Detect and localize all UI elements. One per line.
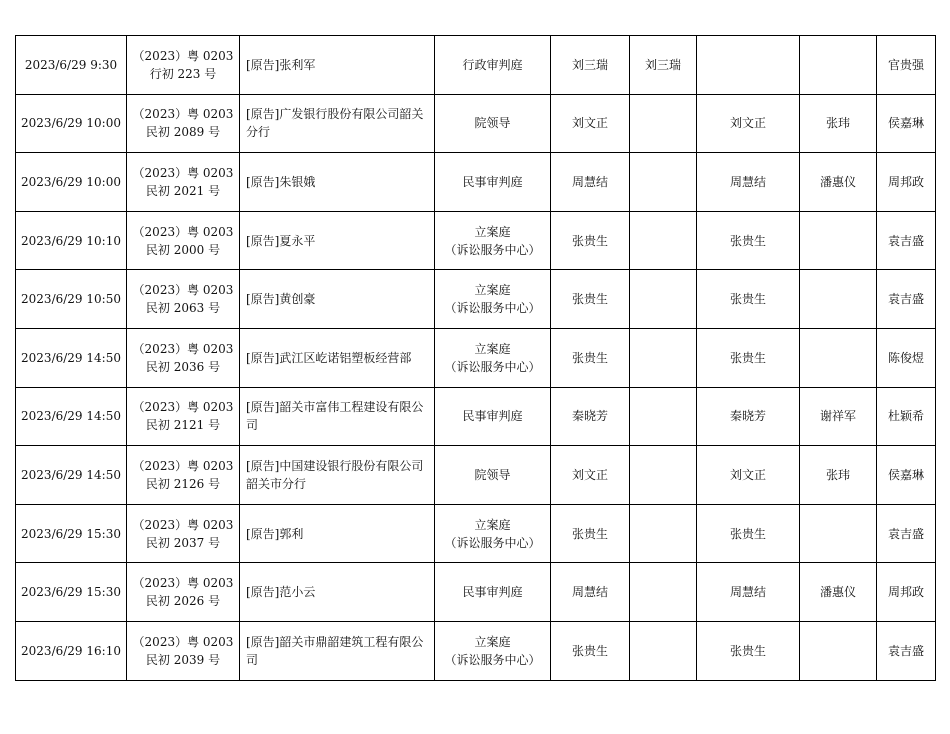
- tribunal-text: 行政审判庭: [462, 57, 523, 72]
- presiding-judge-text: 张贵生: [571, 233, 608, 248]
- clerk-cell: [877, 446, 936, 505]
- undertaking-judge-cell: [697, 563, 800, 622]
- undertaking-judge-cell: [697, 94, 800, 153]
- undertaking-judge-cell: [697, 211, 800, 270]
- hearing-time-cell: [16, 153, 127, 212]
- assistant-cell: [800, 270, 877, 329]
- assistant-text: 张玮: [825, 116, 850, 131]
- case-number-cell: [127, 94, 240, 153]
- party-text: [原告]中国建设银行股份有限公司韶关市分行: [246, 458, 424, 491]
- undertaking-judge-cell: [697, 387, 800, 446]
- party-text: [原告]朱银娥: [246, 174, 316, 189]
- tribunal-cell: [435, 563, 551, 622]
- clerk-cell: [877, 153, 936, 212]
- judge-cell: [630, 211, 697, 270]
- case-number-text: 行初 223 号: [149, 66, 217, 81]
- hearing-time-text: 2023/6/29 10:00: [21, 174, 121, 189]
- case-number-text: 民初 2039 号: [145, 652, 221, 667]
- presiding-judge-cell: [551, 211, 630, 270]
- party-text: [原告]范小云: [246, 585, 316, 600]
- case-number-cell: [127, 211, 240, 270]
- party-cell: [240, 504, 435, 563]
- presiding-judge-text: 张贵生: [571, 526, 608, 541]
- clerk-cell: [877, 270, 936, 329]
- party-cell: [240, 446, 435, 505]
- case-number-text: （2023）粤 0203: [132, 458, 234, 473]
- clerk-cell: [877, 621, 936, 680]
- undertaking-judge-text: 秦晓芳: [729, 409, 766, 424]
- party-text: [原告]韶关市鼎韶建筑工程有限公司: [246, 634, 424, 667]
- party-text: [原告]广发银行股份有限公司韶关分行: [246, 107, 424, 140]
- assistant-text: 谢祥军: [819, 409, 856, 424]
- presiding-judge-cell: [551, 563, 630, 622]
- case-number-text: 民初 2000 号: [145, 242, 221, 257]
- case-number-cell: [127, 36, 240, 95]
- presiding-judge-text: 刘文正: [571, 467, 608, 482]
- judge-cell: [630, 563, 697, 622]
- assistant-cell: [800, 504, 877, 563]
- table-row: [16, 328, 936, 387]
- case-number-text: 民初 2126 号: [145, 476, 221, 491]
- undertaking-judge-text: 张贵生: [729, 292, 766, 307]
- case-number-text: （2023）粤 0203: [132, 341, 234, 356]
- tribunal-text: 立案庭: [474, 224, 511, 239]
- tribunal-text: 立案庭: [474, 283, 511, 298]
- presiding-judge-text: 周慧结: [571, 585, 608, 600]
- party-text: [原告]张利军: [246, 57, 316, 72]
- tribunal-text: （诉讼服务中心）: [444, 535, 541, 550]
- tribunal-text: （诉讼服务中心）: [444, 652, 541, 667]
- table-row: [16, 211, 936, 270]
- assistant-cell: [800, 211, 877, 270]
- tribunal-cell: [435, 36, 551, 95]
- party-cell: [240, 36, 435, 95]
- judge-cell: [630, 36, 697, 95]
- hearing-time-cell: [16, 504, 127, 563]
- clerk-text: 袁吉盛: [887, 233, 924, 248]
- table-row: [16, 153, 936, 212]
- case-number-text: （2023）粤 0203: [132, 517, 234, 532]
- tribunal-cell: [435, 387, 551, 446]
- assistant-cell: [800, 94, 877, 153]
- table-row: [16, 36, 936, 95]
- clerk-text: 杜颖希: [887, 409, 924, 424]
- undertaking-judge-text: 张贵生: [729, 526, 766, 541]
- table-row: [16, 446, 936, 505]
- case-number-cell: [127, 563, 240, 622]
- undertaking-judge-cell: [697, 446, 800, 505]
- case-number-text: （2023）粤 0203: [132, 634, 234, 649]
- presiding-judge-cell: [551, 270, 630, 329]
- case-number-text: 民初 2026 号: [145, 594, 221, 609]
- assistant-cell: [800, 36, 877, 95]
- hearing-time-text: 2023/6/29 15:30: [21, 585, 121, 600]
- party-cell: [240, 387, 435, 446]
- table-row: [16, 621, 936, 680]
- undertaking-judge-cell: [697, 504, 800, 563]
- assistant-cell: [800, 563, 877, 622]
- party-cell: [240, 94, 435, 153]
- presiding-judge-text: 秦晓芳: [571, 409, 608, 424]
- clerk-cell: [877, 504, 936, 563]
- tribunal-cell: [435, 153, 551, 212]
- assistant-text: 张玮: [825, 467, 850, 482]
- clerk-text: 袁吉盛: [887, 292, 924, 307]
- tribunal-cell: [435, 446, 551, 505]
- hearing-time-text: 2023/6/29 10:50: [21, 292, 121, 307]
- assistant-cell: [800, 328, 877, 387]
- tribunal-cell: [435, 94, 551, 153]
- judge-text: 刘三瑞: [644, 57, 681, 72]
- case-number-text: （2023）粤 0203: [132, 283, 234, 298]
- judge-cell: [630, 328, 697, 387]
- judge-cell: [630, 621, 697, 680]
- presiding-judge-cell: [551, 621, 630, 680]
- hearing-time-cell: [16, 621, 127, 680]
- tribunal-text: （诉讼服务中心）: [444, 359, 541, 374]
- judge-cell: [630, 504, 697, 563]
- undertaking-judge-cell: [697, 36, 800, 95]
- case-number-cell: [127, 446, 240, 505]
- tribunal-text: （诉讼服务中心）: [444, 301, 541, 316]
- undertaking-judge-text: 刘文正: [729, 116, 766, 131]
- hearing-time-text: 2023/6/29 10:10: [21, 233, 121, 248]
- case-number-cell: [127, 328, 240, 387]
- party-text: [原告]郭利: [246, 526, 304, 541]
- hearing-time-text: 2023/6/29 14:50: [21, 350, 121, 365]
- undertaking-judge-cell: [697, 153, 800, 212]
- table-body: [16, 36, 936, 681]
- hearing-time-cell: [16, 270, 127, 329]
- judge-cell: [630, 153, 697, 212]
- hearing-time-cell: [16, 328, 127, 387]
- table-row: [16, 387, 936, 446]
- clerk-cell: [877, 387, 936, 446]
- hearing-time-text: 2023/6/29 10:00: [21, 116, 121, 131]
- clerk-text: 官贵强: [887, 57, 924, 72]
- case-number-text: 民初 2089 号: [145, 125, 221, 140]
- tribunal-text: 民事审判庭: [462, 174, 523, 189]
- undertaking-judge-cell: [697, 621, 800, 680]
- tribunal-cell: [435, 621, 551, 680]
- case-number-text: （2023）粤 0203: [132, 400, 234, 415]
- tribunal-cell: [435, 270, 551, 329]
- clerk-cell: [877, 94, 936, 153]
- case-number-cell: [127, 153, 240, 212]
- party-text: [原告]武江区屹诺铝塑板经营部: [246, 350, 412, 365]
- assistant-cell: [800, 621, 877, 680]
- party-text: [原告]黄创豪: [246, 292, 316, 307]
- hearing-time-cell: [16, 36, 127, 95]
- clerk-cell: [877, 36, 936, 95]
- table-row: [16, 504, 936, 563]
- hearing-time-text: 2023/6/29 15:30: [21, 526, 121, 541]
- hearing-time-text: 2023/6/29 14:50: [21, 467, 121, 482]
- tribunal-cell: [435, 211, 551, 270]
- undertaking-judge-text: 刘文正: [729, 467, 766, 482]
- assistant-cell: [800, 387, 877, 446]
- presiding-judge-cell: [551, 446, 630, 505]
- presiding-judge-text: 张贵生: [571, 643, 608, 658]
- tribunal-cell: [435, 328, 551, 387]
- hearing-time-cell: [16, 563, 127, 622]
- case-number-text: （2023）粤 0203: [132, 165, 234, 180]
- undertaking-judge-cell: [697, 328, 800, 387]
- presiding-judge-cell: [551, 328, 630, 387]
- case-number-cell: [127, 270, 240, 329]
- case-number-cell: [127, 621, 240, 680]
- case-number-text: （2023）粤 0203: [132, 107, 234, 122]
- hearing-time-text: 2023/6/29 14:50: [21, 409, 121, 424]
- tribunal-text: 立案庭: [474, 634, 511, 649]
- undertaking-judge-text: 周慧结: [729, 585, 766, 600]
- clerk-text: 侯嘉琳: [887, 116, 924, 131]
- table-row: [16, 563, 936, 622]
- hearing-time-cell: [16, 94, 127, 153]
- case-number-text: （2023）粤 0203: [132, 48, 234, 63]
- undertaking-judge-text: 张贵生: [729, 643, 766, 658]
- presiding-judge-cell: [551, 387, 630, 446]
- party-cell: [240, 211, 435, 270]
- clerk-cell: [877, 328, 936, 387]
- assistant-cell: [800, 153, 877, 212]
- clerk-text: 侯嘉琳: [887, 467, 924, 482]
- table-row: [16, 94, 936, 153]
- case-number-text: （2023）粤 0203: [132, 224, 234, 239]
- party-cell: [240, 563, 435, 622]
- hearing-time-cell: [16, 446, 127, 505]
- presiding-judge-text: 刘文正: [571, 116, 608, 131]
- undertaking-judge-text: 周慧结: [729, 174, 766, 189]
- undertaking-judge-text: 张贵生: [729, 350, 766, 365]
- party-cell: [240, 328, 435, 387]
- party-cell: [240, 270, 435, 329]
- judge-cell: [630, 270, 697, 329]
- tribunal-text: （诉讼服务中心）: [444, 242, 541, 257]
- hearing-time-cell: [16, 387, 127, 446]
- case-number-text: 民初 2063 号: [145, 301, 221, 316]
- presiding-judge-text: 周慧结: [571, 174, 608, 189]
- table-row: [16, 270, 936, 329]
- presiding-judge-text: 张贵生: [571, 350, 608, 365]
- case-number-text: 民初 2036 号: [145, 359, 221, 374]
- case-number-cell: [127, 387, 240, 446]
- case-number-text: 民初 2037 号: [145, 535, 221, 550]
- clerk-text: 周邦政: [887, 585, 924, 600]
- hearing-time-text: 2023/6/29 9:30: [24, 57, 118, 72]
- party-cell: [240, 621, 435, 680]
- clerk-text: 陈俊煜: [887, 350, 924, 365]
- undertaking-judge-text: 张贵生: [729, 233, 766, 248]
- case-number-text: 民初 2021 号: [145, 183, 221, 198]
- clerk-cell: [877, 563, 936, 622]
- judge-cell: [630, 446, 697, 505]
- party-text: [原告]韶关市富伟工程建设有限公司: [246, 400, 424, 433]
- presiding-judge-cell: [551, 504, 630, 563]
- hearing-schedule-table: [15, 35, 936, 681]
- assistant-cell: [800, 446, 877, 505]
- clerk-text: 袁吉盛: [887, 526, 924, 541]
- hearing-time-text: 2023/6/29 16:10: [21, 643, 121, 658]
- case-number-text: 民初 2121 号: [145, 418, 221, 433]
- case-number-cell: [127, 504, 240, 563]
- presiding-judge-text: 张贵生: [571, 292, 608, 307]
- presiding-judge-cell: [551, 153, 630, 212]
- undertaking-judge-cell: [697, 270, 800, 329]
- assistant-text: 潘惠仪: [819, 174, 856, 189]
- tribunal-text: 院领导: [474, 116, 511, 131]
- tribunal-text: 院领导: [474, 467, 511, 482]
- party-text: [原告]夏永平: [246, 233, 316, 248]
- clerk-text: 周邦政: [887, 174, 924, 189]
- clerk-text: 袁吉盛: [887, 643, 924, 658]
- tribunal-text: 民事审判庭: [462, 585, 523, 600]
- tribunal-text: 民事审判庭: [462, 409, 523, 424]
- assistant-text: 潘惠仪: [819, 585, 856, 600]
- tribunal-text: 立案庭: [474, 517, 511, 532]
- clerk-cell: [877, 211, 936, 270]
- presiding-judge-cell: [551, 36, 630, 95]
- hearing-time-cell: [16, 211, 127, 270]
- presiding-judge-cell: [551, 94, 630, 153]
- case-number-text: （2023）粤 0203: [132, 576, 234, 591]
- presiding-judge-text: 刘三瑞: [571, 57, 608, 72]
- judge-cell: [630, 94, 697, 153]
- tribunal-cell: [435, 504, 551, 563]
- judge-cell: [630, 387, 697, 446]
- party-cell: [240, 153, 435, 212]
- tribunal-text: 立案庭: [474, 341, 511, 356]
